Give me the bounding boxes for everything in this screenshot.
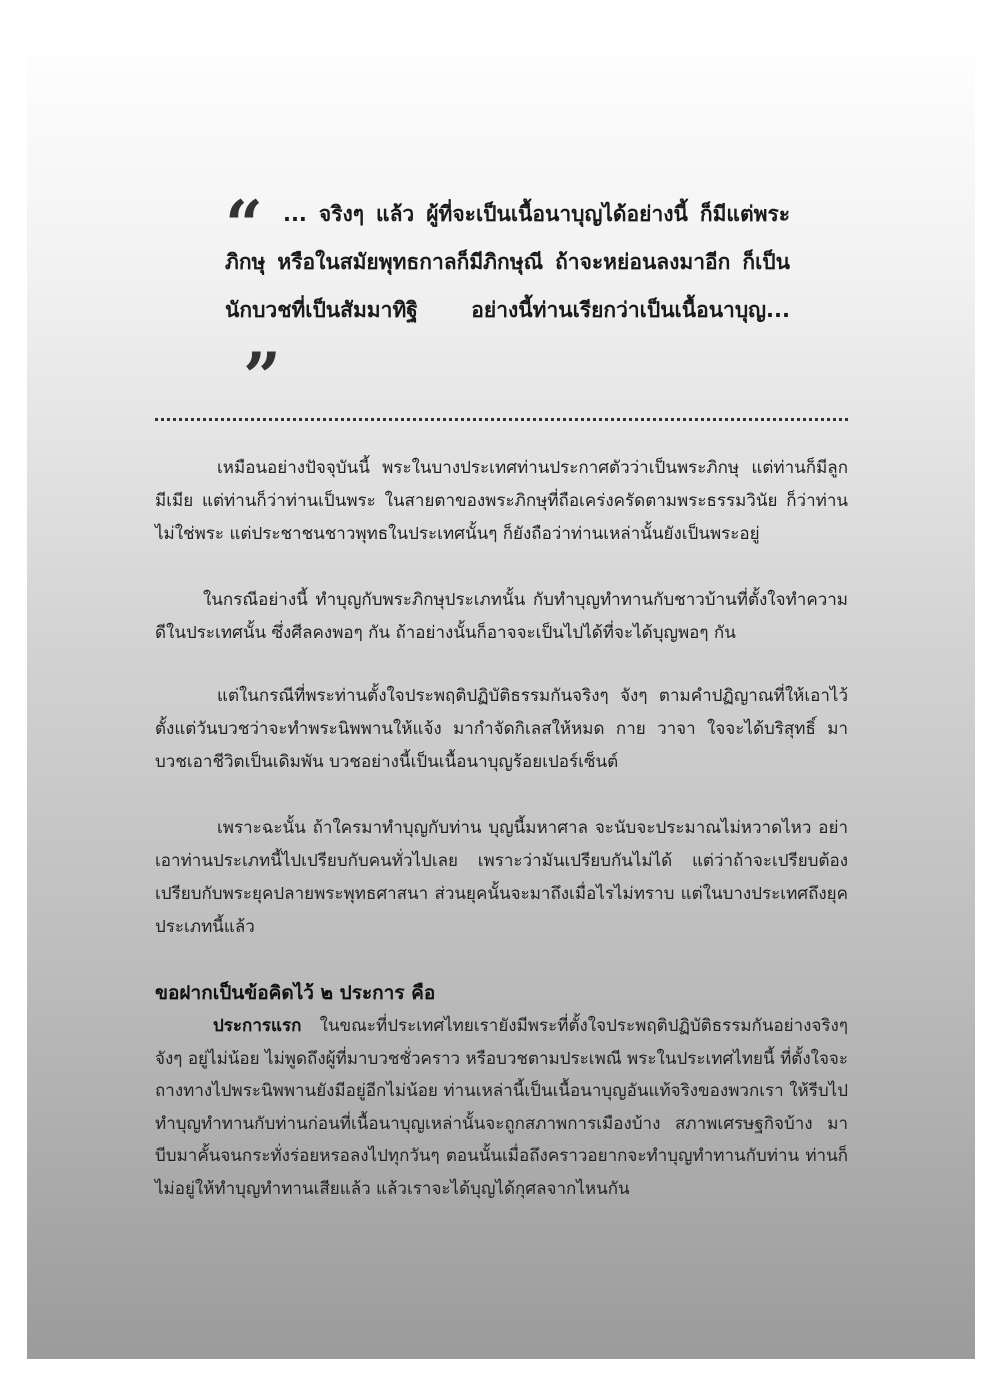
paragraph-5 [155,1010,848,1206]
dotted-divider [155,418,848,421]
pull-quote [225,186,790,416]
section-heading: ขอฝากเป็นข้อคิดไว้ ๒ ประการ คือ [155,982,436,1004]
paragraph-2: ในกรณีอย่างนี้ ทำบุญกับพระภิกษุประเภทนั้น กับทำบุญทำทานกับชาวบ้านที่ตั้งใจทำความดีในประเทศนั้น ซึ่งศีลคงพอๆ กัน ถ้าอย่างนั้นก็อาจจะเป็นไปได้ที่จะได้บุญพอๆ กัน [155,590,848,643]
paragraph-4: เพราะฉะนั้น ถ้าใครมาทำบุญกับท่าน บุญนี้มหาศาล จะนับจะประมาณไม่หวาดไหว อย่าเอาท่านประเภทนี้ไปเปรียบกับคนทั่วไปเลย เพราะว่ามันเปรียบกันไม่ได้ แต่ว่าถ้าจะเปรียบต้องเปรียบกับพระยุคปลายพระพุทธศาสนา ส่วนยุคนั้นจะมาถึงเมื่อไรไม่ทราบ แต่ในบางประเทศถึงยุคประเภทนี้แล้ว [155,818,848,937]
paragraph-3: แต่ในกรณีที่พระท่านตั้งใจประพฤติปฏิบัติธรรมกันจริงๆ จังๆ ตามคำปฏิญาณที่ให้เอาไว้ตั้งแต่วันบวชว่าจะทำพระนิพพานให้แจ้ง มากำจัดกิเลสให้หมด กาย วาจา ใจจะได้บริสุทธิ์ มาบวชเอาชีวิตเป็นเดิมพัน บวชอย่างนี้เป็นเนื้อนาบุญร้อยเปอร์เซ็นต์ [155,686,848,772]
pull-quote-text: ... จริงๆ แล้ว ผู้ที่จะเป็นเนื้อนาบุญได้อย่างนี้ ก็มีแต่พระภิกษุ หรือในสมัยพุทธกาลก็มีภิกษุณี ถ้าจะหย่อนลงมาอีก ก็เป็นนักบวชที่เป็นสัมมาทิฐิ อย่างนี้ท่านเรียกว่าเป็นเนื้อนาบุญ... [225,202,790,322]
paragraph-5-lead: ประการแรก [213,1016,302,1036]
paragraph-1: เหมือนอย่างปัจจุบันนี้ พระในบางประเทศท่านประกาศตัวว่าเป็นพระภิกษุ แต่ท่านก็มีลูก มีเมีย แต่ท่านก็ว่าท่านเป็นพระ ในสายตาของพระภิกษุที่ถือเคร่งครัดตามพระธรรมวินัย ก็ว่าท่านไม่ใช่พระ แต่ประชาชนชาวพุทธในประเทศนั้นๆ ก็ยังถือว่าท่านเหล่านั้นยังเป็นพระอยู่ [155,458,848,544]
pull-quote-text-block: “ ... จริงๆ แล้ว ผู้ที่จะเป็นเนื้อนาบุญได้อย่างนี้ ก็มีแต่พระภิกษุ หรือในสมัยพุทธกาลก็มีภิกษุณี ถ้าจะหย่อนลงมาอีก ก็เป็นนักบวชที่เป็นสัมมาทิฐิ อย่างนี้ท่านเรียกว่าเป็นเนื้อนาบุญ...” [225,186,790,416]
paragraph-5-text: ในขณะที่ประเทศไทยเรายังมีพระที่ตั้งใจประพฤติปฏิบัติธรรมกันอย่างจริงๆ จังๆ อยู่ไม่น้อย ไม่พูดถึงผู้ที่มาบวชชั่วคราว หรือบวชตามประเพณี พระในประเทศไทยนี้ ที่ตั้งใจจะถางทางไปพระนิพพานยังมีอยู่อีกไม่น้อย ท่านเหล่านี้เป็นเนื้อนาบุญอันแท้จริงของพวกเรา ให้รีบไปทำบุญทำทานกับท่านก่อนที่เนื้อนาบุญเหล่านั้นจะถูกสภาพการเมืองบ้าง สภาพเศรษฐกิจบ้าง มาบีบมาคั้นจนกระทั่งร่อยหรอลงไปทุกวันๆ ตอนนั้นเมื่อถึงคราวอยากจะทำบุญทำทานกับท่าน ท่านก็ไม่อยู่ให้ทำบุญทำทานเสียแล้ว แล้วเราจะได้บุญได้กุศลจากไหนกัน [155,1016,848,1199]
